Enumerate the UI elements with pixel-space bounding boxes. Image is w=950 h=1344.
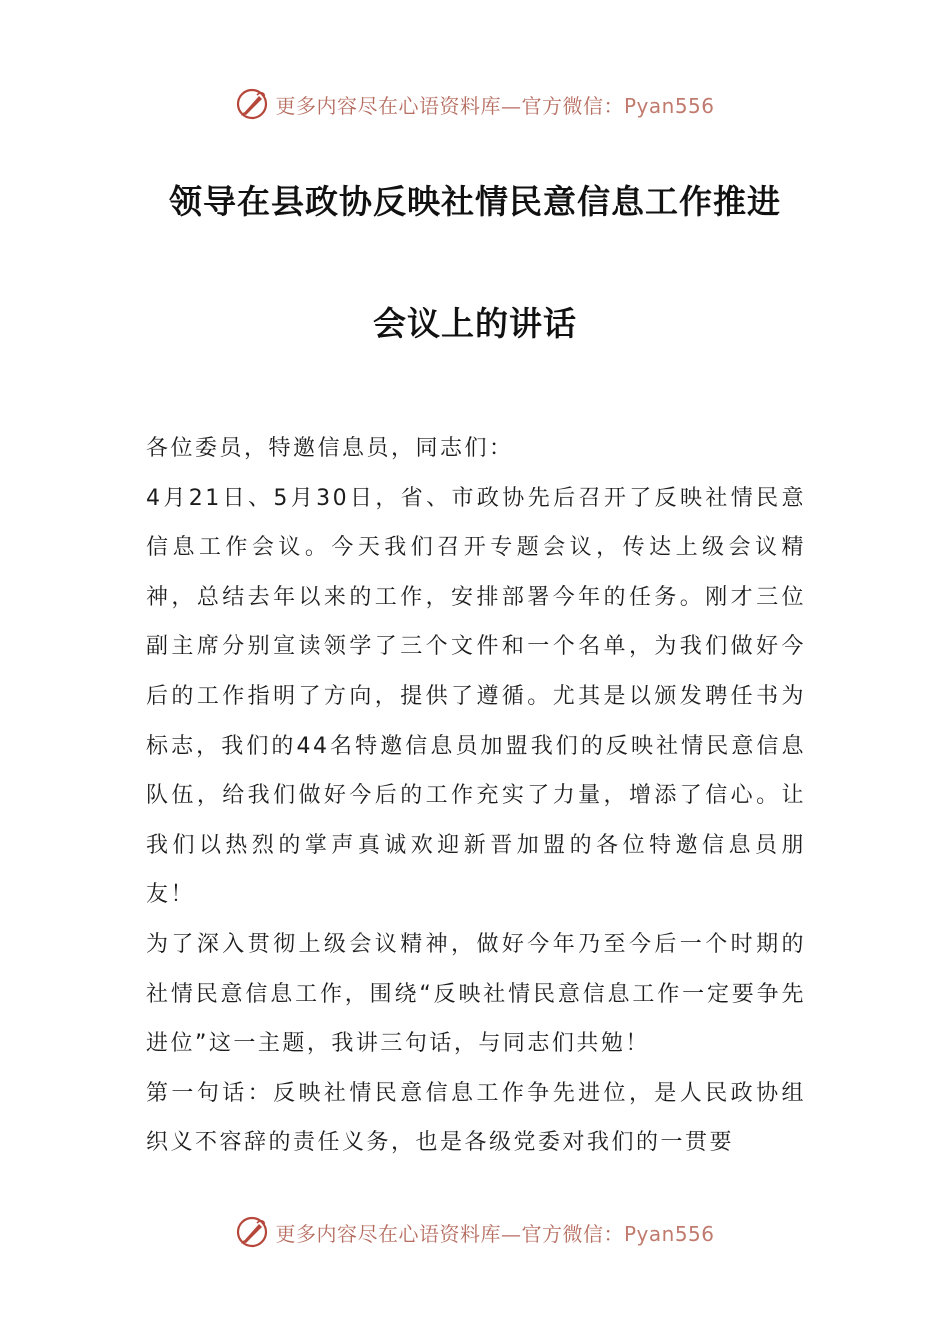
paragraph: 4月21日、5月30日，省、市政协先后召开了反映社情民意信息工作会议。今天我们召开专题会议，传达上级会议精神，总结去年以来的工作，安排部署今年的任务。刚才三位副主席分别宣读领学了三个文件和一个名单，为我们做好今后的工作指明了方向，提供了遵循。尤其是以颁发聘任书为标志，我们的44名特邀信息员加盟我们的反映社情民意信息队伍，给我们做好今后的工作充实了力量，增添了信心。让我们以热烈的掌声真诚欢迎新晋加盟的各位特邀信息员朋友！ (146, 485, 806, 908)
quill-logo-icon (235, 1215, 269, 1249)
banner-text (275, 90, 714, 119)
wechat-handle: Pyan556 (623, 1221, 715, 1246)
quill-logo-icon (235, 87, 269, 121)
banner-label: 更多内容尽在心语资料库—官方微信： (275, 1221, 624, 1246)
footer-banner (0, 1212, 950, 1252)
page-title-line-1: 领导在县政协反映社情民意信息工作推进 (169, 182, 781, 221)
paragraph: 为了深入贯彻上级会议精神，做好今年乃至今后一个时期的社情民意信息工作，围绕“反映社情民意信息工作一定要争先进位”这一主题，我讲三句话，与同志们共勉！ (146, 931, 806, 1057)
paragraph: 第一句话：反映社情民意信息工作争先进位，是人民政协组织义不容辞的责任义务，也是各级党委对我们的一贯要 (146, 1080, 806, 1156)
wechat-handle: Pyan556 (623, 93, 715, 118)
header-banner (0, 84, 950, 124)
banner-label: 更多内容尽在心语资料库—官方微信： (275, 93, 624, 118)
banner-text (275, 1218, 714, 1247)
document-body (146, 424, 806, 1168)
page-title-line-2: 会议上的讲话 (373, 304, 577, 343)
paragraph-salutation: 各位委员，特邀信息员，同志们： (146, 436, 514, 461)
